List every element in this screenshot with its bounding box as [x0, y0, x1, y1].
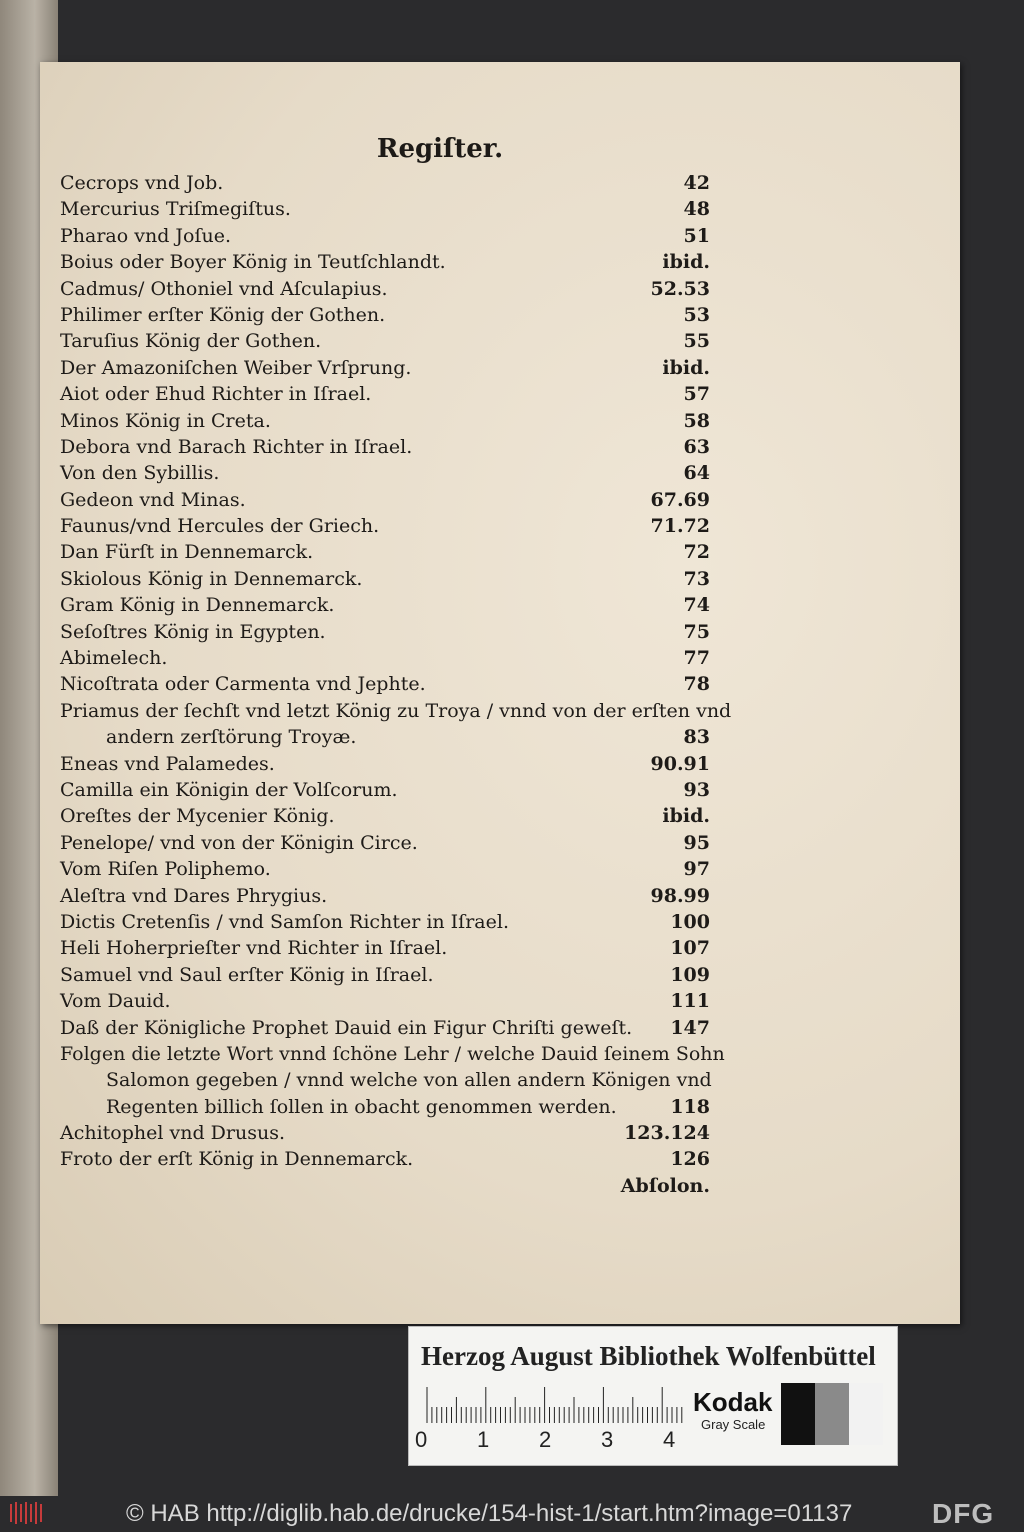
entry-title: Achitophel vnd Drusus. — [60, 1122, 286, 1145]
entry-page-number: 100 — [670, 910, 710, 933]
register-entry — [60, 328, 710, 354]
register-entry — [60, 962, 710, 988]
entry-page-number: 51 — [683, 224, 710, 247]
entry-page-number: 52.53 — [650, 277, 710, 300]
entry-page-number: 55 — [683, 330, 710, 353]
entry-page-number: 109 — [670, 963, 710, 986]
entry-page-number: ibid. — [662, 356, 710, 379]
entry-page-number: 48 — [683, 198, 710, 221]
hab-logo-icon — [8, 1500, 48, 1526]
register-entry — [60, 777, 710, 803]
entry-page-number: 74 — [683, 594, 710, 617]
register-entry — [60, 460, 710, 486]
entry-page-number: 123.124 — [624, 1122, 710, 1145]
entry-page-number: 95 — [683, 831, 710, 854]
register-entry — [60, 1173, 710, 1199]
register-entry — [60, 724, 710, 750]
gray-swatches — [781, 1383, 883, 1445]
entry-page-number: 126 — [670, 1148, 710, 1171]
entry-page-number: 97 — [683, 858, 710, 881]
dfg-logo: DFG — [932, 1498, 995, 1529]
entry-title: Camilla ein Königin der Volſcorum. — [60, 778, 398, 801]
copyright-url: © HAB http://diglib.hab.de/drucke/154-hist-1/start.htm?image=01137 — [126, 1500, 853, 1527]
register-entry — [60, 645, 710, 671]
entry-title: Faunus/vnd Hercules der Griech. — [60, 515, 380, 538]
library-name: Herzog August Bibliothek Wolfenbüttel — [421, 1341, 876, 1371]
register-entry — [60, 539, 710, 565]
entry-title: Priamus der ſechſt vnd letzt König zu Troya / vnnd von der erſten vnd — [60, 699, 732, 722]
ruler-number: 4 — [663, 1427, 676, 1452]
document-page — [40, 62, 960, 1324]
entry-page-number: Abſolon. — [620, 1174, 710, 1197]
ruler-number: 2 — [539, 1427, 552, 1452]
entry-title: Von den Sybillis. — [60, 462, 220, 485]
entry-page-number: 72 — [683, 541, 710, 564]
entry-page-number: ibid. — [662, 251, 710, 274]
register-entry — [60, 909, 710, 935]
register-entry — [60, 988, 710, 1014]
entry-title: Samuel vnd Saul erſter König in Iſrael. — [60, 963, 434, 986]
register-entry — [60, 487, 710, 513]
entry-title: Der Amazoniſchen Weiber Vrſprung. — [60, 356, 412, 379]
entry-title: Dictis Cretenſis / vnd Samſon Richter in Iſrael. — [60, 910, 509, 933]
entry-page-number: 42 — [683, 172, 710, 194]
entry-title: Cadmus/ Othoniel vnd Aſculapius. — [60, 277, 388, 300]
register-entry — [60, 196, 710, 222]
register-entry — [60, 856, 710, 882]
entry-page-number: 75 — [683, 620, 710, 643]
entry-page-number: 118 — [670, 1095, 710, 1118]
register-entry — [60, 698, 732, 724]
register-entry — [60, 408, 710, 434]
entry-title: Heli Hoherprieſter vnd Richter in Iſrael. — [60, 937, 448, 960]
entry-title: Dan Fürſt in Dennemarck. — [60, 541, 314, 564]
entry-title: Vom Riſen Poliphemo. — [60, 858, 271, 881]
library-color-card — [408, 1326, 898, 1466]
entry-title: Daß der Königliche Prophet Dauid ein Figur Chriſti geweſt. — [60, 1016, 633, 1039]
register-entry — [60, 1015, 710, 1041]
register-entry — [60, 381, 710, 407]
register-entry — [60, 223, 710, 249]
entry-title: Seſoſtres König in Egypten. — [60, 620, 326, 643]
gray-swatch — [849, 1383, 883, 1445]
entry-title: Gedeon vnd Minas. — [60, 488, 246, 511]
register-entry — [60, 803, 710, 829]
register-entry — [60, 1094, 710, 1120]
kodak-logo: Kodak — [693, 1387, 773, 1417]
register-entry — [60, 355, 710, 381]
entry-page-number: 53 — [683, 303, 710, 326]
entry-page-number: 147 — [670, 1016, 710, 1039]
footer-bar — [0, 1496, 1024, 1532]
entry-page-number: 63 — [683, 435, 710, 458]
entry-page-number: ibid. — [662, 805, 710, 828]
entry-title: Skiolous König in Dennemarck. — [60, 567, 363, 590]
entry-title: Nicoſtrata oder Carmenta vnd Jephte. — [60, 673, 426, 696]
register-entry — [60, 592, 710, 618]
entry-title: Minos König in Creta. — [60, 409, 271, 432]
entry-title: Vom Dauid. — [60, 990, 171, 1013]
entry-title: Cecrops vnd Job. — [60, 172, 224, 194]
entry-title: Taruſius König der Gothen. — [60, 330, 322, 353]
entry-title: Aleſtra vnd Dares Phrygius. — [60, 884, 328, 907]
register-entry — [60, 1067, 710, 1093]
entry-title: Gram König in Dennemarck. — [60, 594, 335, 617]
entry-title: andern zerſtörung Troyæ. — [106, 726, 357, 749]
entry-title: Aiot oder Ehud Richter in Iſrael. — [60, 383, 372, 406]
entry-page-number: 64 — [683, 462, 710, 485]
register-entry — [60, 830, 710, 856]
entry-page-number: 77 — [683, 647, 710, 670]
entry-page-number: 83 — [683, 726, 710, 749]
ruler-number: 1 — [477, 1427, 490, 1452]
register-entry — [60, 1146, 710, 1172]
ruler-number: 0 — [415, 1427, 428, 1452]
gray-swatch — [815, 1383, 849, 1445]
register-entry — [60, 170, 710, 196]
entry-title: Abimelech. — [60, 647, 168, 670]
register-entry — [60, 671, 710, 697]
entry-page-number: 107 — [670, 937, 710, 960]
register-list — [60, 170, 732, 1199]
register-entry — [60, 276, 710, 302]
entry-page-number: 67.69 — [650, 488, 710, 511]
entry-title: Philimer erſter König der Gothen. — [60, 303, 386, 326]
entry-title: Boius oder Boyer König in Teutſchlandt. — [60, 251, 446, 274]
register-entry — [60, 1041, 725, 1067]
entry-title: Pharao vnd Joſue. — [60, 224, 232, 247]
entry-page-number: 90.91 — [650, 752, 710, 775]
register-entry — [60, 302, 710, 328]
entry-title: Eneas vnd Palamedes. — [60, 752, 275, 775]
register-entry — [60, 883, 710, 909]
register-entry — [60, 434, 710, 460]
entry-title: Folgen die letzte Wort vnnd ſchöne Lehr / welche Dauid ſeinem Sohn — [60, 1042, 725, 1065]
ruler-number: 3 — [601, 1427, 614, 1452]
entry-page-number: 71.72 — [650, 515, 710, 538]
register-entry — [60, 751, 710, 777]
entry-title: Penelope/ vnd von der Königin Circe. — [60, 831, 418, 854]
entry-page-number: 58 — [683, 409, 710, 432]
register-entry — [60, 619, 710, 645]
gray-scale-label: Gray Scale — [701, 1417, 766, 1432]
entry-title: Froto der erſt König in Dennemarck. — [60, 1148, 414, 1171]
register-entry — [60, 1120, 710, 1146]
entry-title: Regenten billich ſollen in obacht genommen werden. — [106, 1095, 617, 1118]
ruler-scale — [425, 1383, 685, 1423]
entry-page-number: 78 — [683, 673, 710, 696]
entry-page-number: 93 — [683, 778, 710, 801]
register-entry — [60, 935, 710, 961]
register-entry — [60, 566, 710, 592]
page-title: Regiſter. — [376, 134, 504, 164]
entry-page-number: 57 — [683, 383, 710, 406]
entry-page-number: 111 — [670, 990, 710, 1013]
entry-page-number: 98.99 — [650, 884, 710, 907]
register-entry — [60, 249, 710, 275]
register-entry — [60, 513, 710, 539]
gray-swatch — [781, 1383, 815, 1445]
entry-title: Oreſtes der Mycenier König. — [60, 805, 335, 828]
entry-title: Salomon gegeben / vnnd welche von allen andern Königen vnd — [106, 1069, 712, 1092]
entry-title: Mercurius Triſmegiſtus. — [60, 198, 291, 221]
entry-title: Debora vnd Barach Richter in Iſrael. — [60, 435, 413, 458]
entry-page-number: 73 — [683, 567, 710, 590]
